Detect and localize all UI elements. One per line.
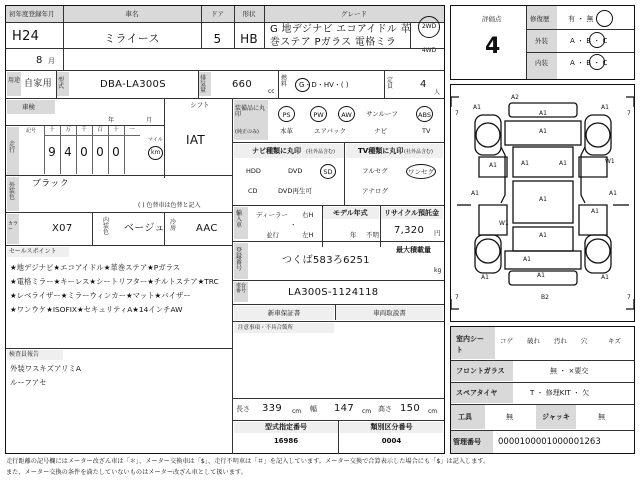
tv-item: ワンセグ — [406, 164, 436, 179]
doors-label: ドア — [211, 10, 224, 18]
fix-label: 修復歴 — [530, 15, 550, 23]
svg-text:7: 7 — [627, 294, 631, 301]
ext-label: 外装 — [535, 37, 548, 45]
sales-point: ★ワンウケ★ISOFIX★セキュリティA★14インチAW — [10, 305, 183, 314]
svg-text:A1: A1 — [539, 196, 547, 203]
mileage-unit-label: 千 — [81, 127, 87, 133]
recycle-label: リサイクル預託金 — [384, 209, 440, 217]
length-label: 長さ — [236, 405, 250, 413]
equipment-item: サンルーフ — [366, 110, 398, 118]
exterior-label: 外装色 — [9, 182, 16, 201]
recycle-unit: 円 — [434, 229, 441, 237]
grade-line2: 巻ステア Pガラス 電格ミラ — [270, 37, 397, 48]
cooler: AAC — [196, 223, 218, 234]
body-type: HB — [240, 32, 258, 46]
inspector-note: ルーフアセ — [10, 378, 47, 387]
cc-unit: cc — [268, 88, 275, 95]
fuel-options: G・D・HV・( ) — [299, 81, 349, 89]
seat-item: 破れ — [527, 337, 540, 345]
class-number: 0004 — [381, 437, 402, 445]
fix-options: 有 ・ 無 — [568, 15, 594, 23]
class-label: 類別区分番号 — [370, 423, 413, 431]
sales-point: ★電格ミラー★キーレス★シートリフター★チルトステア★TRC — [10, 277, 219, 286]
equipment-item: PW — [310, 106, 327, 122]
equipment-item: PS — [278, 106, 295, 122]
svg-text:A1: A1 — [539, 128, 547, 135]
footer-note-1: 走行距離の記号欄にはメーター改ざん車は「＊」、メーター交換車は「$」、走行不明車は「＃」を記入しています。メーター交換で合算表示した場合にも「$」は記入します。 — [6, 458, 490, 465]
tv-sub: (社外品含む) — [404, 149, 433, 155]
equipment-label: 装備品に丸印 — [235, 105, 266, 118]
ext-circle — [589, 32, 605, 48]
svg-text:A1: A1 — [523, 256, 531, 263]
caution-label: 注意事項・不具合箇所 — [238, 325, 294, 331]
sales-label: セールスポイント — [9, 248, 57, 255]
model-spec: 16986 — [273, 437, 299, 445]
spare: T ・ 修理KIT ・ 欠 — [530, 389, 590, 397]
tv-item: フルセグ — [362, 167, 388, 175]
spare-label: スペアタイヤ — [456, 389, 498, 397]
drive-4wd: 4WD — [421, 47, 437, 54]
capacity-label: 定員 — [387, 77, 394, 90]
model-year-label: モデル年式 — [333, 209, 368, 217]
mileage-digit: 0 — [80, 145, 88, 159]
fix-circle — [596, 10, 613, 27]
capacity: 4 — [420, 79, 427, 90]
load-label: 最大積載量 — [396, 246, 431, 254]
svg-text:A1: A1 — [473, 104, 481, 111]
displacement-label: 排気量 — [200, 75, 207, 94]
seat-item: キズ — [608, 337, 621, 345]
displacement: 660 — [232, 79, 252, 90]
svg-text:A2: A2 — [511, 94, 519, 101]
mileage-grid — [44, 126, 140, 174]
right-dot: ・ — [290, 221, 297, 229]
mgmt-label: 管理番号 — [453, 438, 481, 446]
svg-text:7: 7 — [627, 110, 631, 117]
km-label: km — [151, 149, 161, 156]
equipment-item: ABS — [416, 106, 433, 122]
reg-month: 8 — [36, 55, 43, 66]
model-year-unit: 年 — [350, 231, 357, 239]
recycle-amount: 7,320 — [394, 225, 425, 236]
body-label: 形状 — [242, 10, 256, 18]
exterior-color: ブラック — [32, 179, 70, 189]
cooler-label: 冷房 — [170, 219, 177, 232]
reg-year: H24 — [12, 29, 40, 44]
int-circle — [589, 54, 605, 70]
type-value: DBA-LA300S — [100, 79, 166, 90]
right-handle: 右H — [302, 211, 314, 219]
year-unknown: 不明 — [366, 231, 379, 239]
mgmt-number: 0000100001000001263 — [498, 437, 601, 447]
model-name: ミライース — [104, 32, 160, 45]
svg-text:A1: A1 — [537, 272, 545, 279]
mileage-label: 走行 — [9, 141, 16, 154]
front-glass: 無 ・ ×要交 — [550, 367, 589, 375]
shift-value: IAT — [186, 133, 206, 147]
mileage-digit: 4 — [64, 145, 72, 159]
svg-text:A1: A1 — [521, 160, 529, 167]
equipment-item: ナビ — [374, 127, 387, 135]
tv-label: TV種類に丸印 — [358, 147, 404, 155]
equipment-item: AW — [338, 106, 355, 122]
warranty-label: 新車保証書 — [267, 309, 301, 317]
length: 339 — [262, 403, 282, 414]
capacity-unit: 人 — [434, 89, 441, 96]
mileage-note: 記号 — [26, 128, 37, 134]
mileage-unit-label: 万 — [65, 127, 71, 133]
width-unit: cm — [362, 408, 372, 415]
tools-label: 工具 — [458, 413, 472, 421]
drive-2wd: 2WD — [421, 23, 437, 30]
import-label: 輸入車 — [236, 210, 243, 229]
color-code: X07 — [52, 223, 73, 234]
left-handle: 左H — [302, 231, 314, 239]
front-glass-label: フロントガラス — [456, 367, 505, 375]
equipment-row1 — [270, 106, 444, 122]
use-label: 用途 — [8, 77, 21, 84]
sales-point: ★地デジナビ★エコアイドル★革巻ステア★Pガラス — [10, 263, 181, 272]
svg-text:A1: A1 — [601, 104, 609, 111]
height-unit: cm — [428, 408, 438, 415]
svg-text:A1: A1 — [601, 274, 609, 281]
nav-item: HDD — [246, 167, 261, 175]
interior-color: ベージュ — [124, 223, 165, 234]
shift-label: シフト — [190, 101, 210, 109]
svg-text:A1: A1 — [481, 274, 489, 281]
month-unit: 月 — [48, 57, 55, 65]
svg-text:A1: A1 — [539, 232, 547, 239]
grade-line1: G 地デジナビ エコアイドル 革 — [270, 24, 411, 35]
nav-item: DVD — [288, 167, 303, 175]
tv-items — [360, 164, 444, 204]
height-label: 高さ — [378, 405, 392, 413]
svg-text:W1: W1 — [499, 220, 509, 227]
svg-text:W1: W1 — [605, 158, 615, 165]
tv-item: アナログ — [362, 187, 388, 195]
seat-item: 汚れ — [554, 337, 567, 345]
nav-sub: (社外品含む) — [306, 149, 335, 155]
inspector-note: 外装ワスキズアリミA — [10, 364, 81, 373]
int-options: A ・ B ・ C — [570, 59, 608, 67]
mileage-unit-label: 百 — [97, 127, 103, 133]
svg-text:A1: A1 — [471, 190, 479, 197]
sales-point: ★レベライザー★ミラーウィンカー★マット★バイザー — [10, 291, 191, 300]
inspection-label: 車検 — [22, 103, 35, 111]
mileage-divider — [124, 126, 125, 174]
length-unit: cm — [292, 408, 302, 415]
equipment-item: 本革 — [280, 127, 293, 135]
equipment-sub: (純正のみ) — [235, 129, 259, 135]
plate-label: 登録番号 — [236, 247, 243, 272]
svg-text:A1: A1 — [539, 110, 547, 117]
model-spec-label: 型式指定番号 — [265, 423, 307, 431]
mileage-unit-label: 一 — [129, 127, 135, 133]
width: 147 — [334, 403, 354, 414]
mile-label: マイル — [148, 137, 163, 143]
mileage-unit-label: 十 — [113, 127, 119, 133]
int-label: 内装 — [535, 59, 548, 67]
parallel: 並行 — [266, 231, 279, 239]
equipment-row2 — [270, 128, 444, 138]
jack-label: ジャッキ — [542, 413, 570, 421]
manual-label: 車両取説書 — [373, 309, 406, 317]
fuel-label: 燃料 — [281, 75, 288, 88]
height: 150 — [400, 403, 420, 414]
seat-item: 穴 — [581, 337, 588, 345]
mileage-header-line — [44, 135, 140, 136]
chassis-number: LA300S-1124118 — [288, 287, 379, 298]
equipment-item: エアバック — [314, 127, 346, 135]
month-label: 月 — [146, 117, 153, 124]
reg-year-label: 初年度登録年月 — [9, 10, 55, 18]
ext-options: A ・ B ・ C — [570, 37, 608, 45]
mileage-digit: 9 — [48, 145, 56, 159]
svg-text:A1: A1 — [489, 162, 497, 169]
svg-text:A1: A1 — [591, 208, 599, 215]
doors: 5 — [213, 32, 222, 46]
svg-text:A1: A1 — [609, 190, 617, 197]
jack: 無 — [598, 413, 605, 421]
svg-text:7: 7 — [455, 294, 459, 301]
mileage-unit-label: 十 — [49, 127, 55, 133]
model-label: 車名 — [125, 10, 139, 18]
dealer: ディーラー — [256, 211, 288, 219]
grade-label: グレード — [341, 10, 367, 18]
mileage-digit: 0 — [112, 145, 120, 159]
plate-number: つくば583ろ6251 — [282, 255, 370, 266]
equipment-item: TV — [422, 127, 431, 135]
width-label: 幅 — [310, 405, 317, 413]
svg-text:A1: A1 — [559, 160, 567, 167]
interior-seat-items — [500, 338, 632, 348]
interior-color-label: 内装色 — [103, 217, 110, 236]
year-label: 年 — [108, 117, 115, 124]
nav-item: SD — [320, 164, 336, 179]
load-unit: kg — [434, 267, 442, 274]
score-label: 評価点 — [482, 15, 502, 23]
color-code-label: カラー — [8, 221, 19, 232]
nav-items — [240, 164, 344, 204]
seat-item: コゲ — [500, 337, 513, 345]
svg-text:B2: B2 — [541, 294, 549, 301]
tools: 無 — [506, 413, 513, 421]
type-label: 型式 — [58, 77, 65, 90]
interior-seat-label: 室内シート — [456, 335, 484, 354]
use-value: 自家用 — [24, 79, 52, 89]
nav-item: DVD再生可 — [278, 187, 312, 195]
car-diagram — [451, 85, 634, 321]
nav-item: CD — [248, 187, 258, 195]
inspector-label: 検査員報告 — [9, 351, 40, 358]
svg-text:7: 7 — [455, 110, 459, 117]
mileage-digit: 0 — [96, 145, 104, 159]
score: 4 — [485, 34, 501, 59]
footer-note-2: また、メーター交換の条件を満たしていないものはメーター改ざん車として扱います。 — [6, 469, 247, 476]
paint-note: ( ) 色替車は色替と記入 — [138, 202, 201, 209]
nav-label: ナビ種類に丸印 — [252, 147, 301, 155]
chassis-label: 車台番号 — [236, 283, 247, 294]
